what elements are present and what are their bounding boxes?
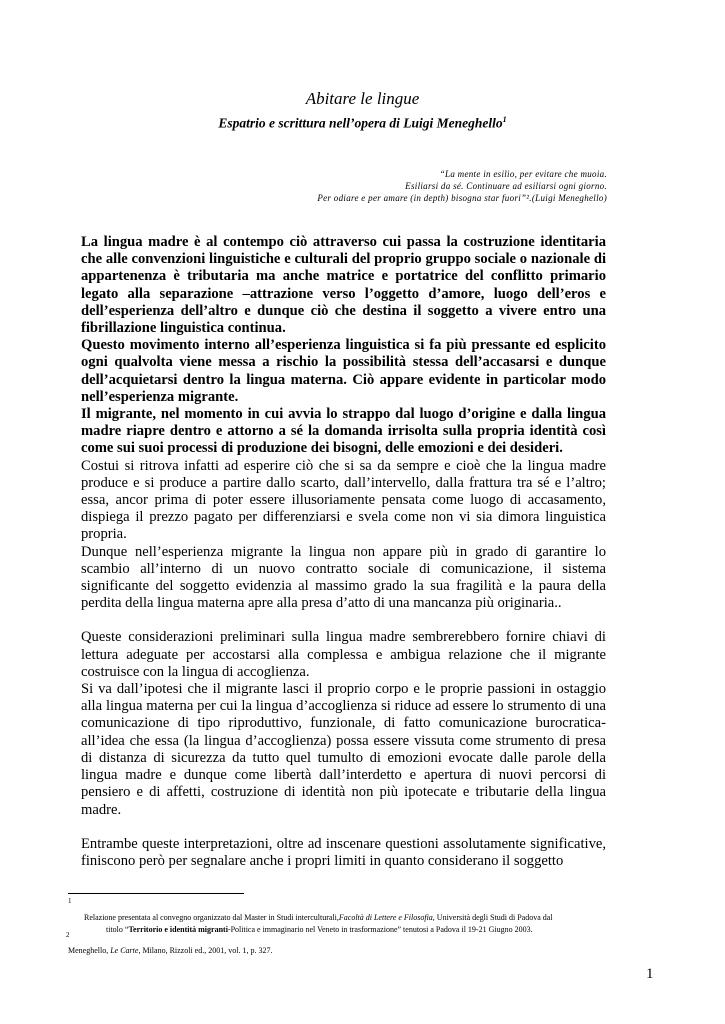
subtitle-text: Espatrio e scrittura nell’opera di Luigi Meneghello xyxy=(218,115,503,131)
footnote-1-part: Relazione presentata al convegno organizzato dal Master in Studi interculturali, xyxy=(84,913,339,922)
document-title: Abitare le lingue xyxy=(305,89,420,108)
footnote-mark: 2 xyxy=(66,931,70,939)
footnote-separator xyxy=(68,893,244,894)
footnote-1-conference: Territorio e identità migranti xyxy=(128,925,228,934)
body-paragraph: Il migrante, nel momento in cui avvia lo strappo dal luogo d’origine e dalla lingua madre riapre dentro e attorno a sé la domanda irrisolta sulla propria identità così come sui suoi processi di produzione dei bisogni, delle emozioni e dei desideri. xyxy=(81,406,606,457)
footnote-1-part: , Università degli Studi di Padova dal xyxy=(432,913,553,922)
epigraph-line: Esiliarsi da sé. Continuare ad esiliarsi ogni giorno. xyxy=(405,181,607,191)
subtitle-footnote-mark: 1 xyxy=(502,115,507,124)
epigraph-line: “La mente in esilio, per evitare che muoia. xyxy=(439,169,607,179)
footnote-2-author: Meneghello, xyxy=(68,946,111,955)
body-paragraph: Si va dall’ipotesi che il migrante lasci il proprio corpo e le proprie passioni in ostaggio alla lingua materna per cui la lingua d’accoglienza si riduce ad essere lo strumento di una comunicazione di tipo riproduttivo, funzionale, di fatto comunicazione burocratica- all’idea che essa (la lingua d’accoglienza) possa essere vissuta come strumento di presa di distanza di sicurezza da tutto quel tumulto di emozioni evocate dalle parole della lingua madre e dunque come libertà dall’interdetto e apertura di nuovi percorsi di pensiero e di affetti, costruzione di identità non più ipotecate e tributarie della lingua madre. xyxy=(81,681,606,818)
body-paragraph: La lingua madre è al contempo ciò attraverso cui passa la costruzione identitaria che alle convenzioni linguistiche e culturali del proprio gruppo sociale o nazionale di appartenenza è tributaria ma anche matrice e portatrice del conflitto primario legato alla separazione –attrazione verso l’oggetto d’amore, luogo dell’eros e dell’esperienza dell’altro e dunque ciò che destina il soggetto a vivere entro una fibrillazione linguistica continua. xyxy=(81,234,606,337)
paragraph-spacer xyxy=(81,819,606,836)
document-subtitle xyxy=(0,115,725,132)
epigraph xyxy=(317,168,607,204)
footnote-2 xyxy=(68,946,272,955)
epigraph-line: Per odiare e per amare (in depth) bisogna star fuori”².(Luigi Meneghello) xyxy=(317,193,607,203)
footnote-1-faculty: Facoltà di Lettere e Filosofia xyxy=(338,913,433,922)
footnote-1-part: titolo “ xyxy=(106,925,129,934)
footnote-1-text xyxy=(84,913,553,922)
footnote-1-line-2 xyxy=(84,924,654,936)
body-paragraph: Dunque nell’esperienza migrante la lingua non appare più in grado di garantire lo scambio all’interno di un nuovo contratto sociale di comunicazione, il sistema significante del soggetto evidenzia al massimo grado la sua fragilità e la paura della perdita della lingua materna apre alla presa d’atto di una mancanza più originaria.. xyxy=(81,543,606,612)
paragraph-spacer xyxy=(81,612,606,629)
footnote-mark: 1 xyxy=(68,897,72,905)
body-paragraph: Entrambe queste interpretazioni, oltre ad inscenare questioni assolutamente significative, finiscono però per segnalare anche i propri limiti in quanto considerano il soggetto xyxy=(81,835,606,869)
footnote-2-details: , Milano, Rizzoli ed., 2001, vol. 1, p. 327. xyxy=(138,946,273,955)
body-text xyxy=(81,234,606,870)
footnote-1-part: -Politica e immaginario nel Veneto in trasformazione” tenutosi a Padova il 19-21 Giugno 2003. xyxy=(227,925,533,934)
footnote-1 xyxy=(84,912,654,936)
page-number: 1 xyxy=(646,966,654,982)
body-paragraph: Costui si ritrova infatti ad esperire ciò che si sa da sempre e cioè che la lingua madre produce e si produce a partire dallo scarto, dall’intervello, dalla frattura tra sé e l’altro; essa, ancor prima di poter essere illusoriamente pensata come luogo di accasamento, dispiega il prezzo pagato per differenziarsi e svela come non vi sia dimora linguistica propria. xyxy=(81,457,606,543)
footnote-2-work: Le Carte xyxy=(110,946,139,955)
body-paragraph: Questo movimento interno all’esperienza linguistica si fa più pressante ed esplicito ogni qualvolta viene messa a rischio la possibilità stessa dell’accasarsi e dunque dell’acquietarsi dentro la lingua materna. Ciò appare evidente in particolar modo nell’esperienza migrante. xyxy=(81,337,606,405)
body-paragraph: Queste considerazioni preliminari sulla lingua madre sembrerebbero fornire chiavi di lettura adeguate per accostarsi alla complessa e ambigua relazione che il migrante costruisce con la lingua di accoglienza. xyxy=(81,629,606,680)
